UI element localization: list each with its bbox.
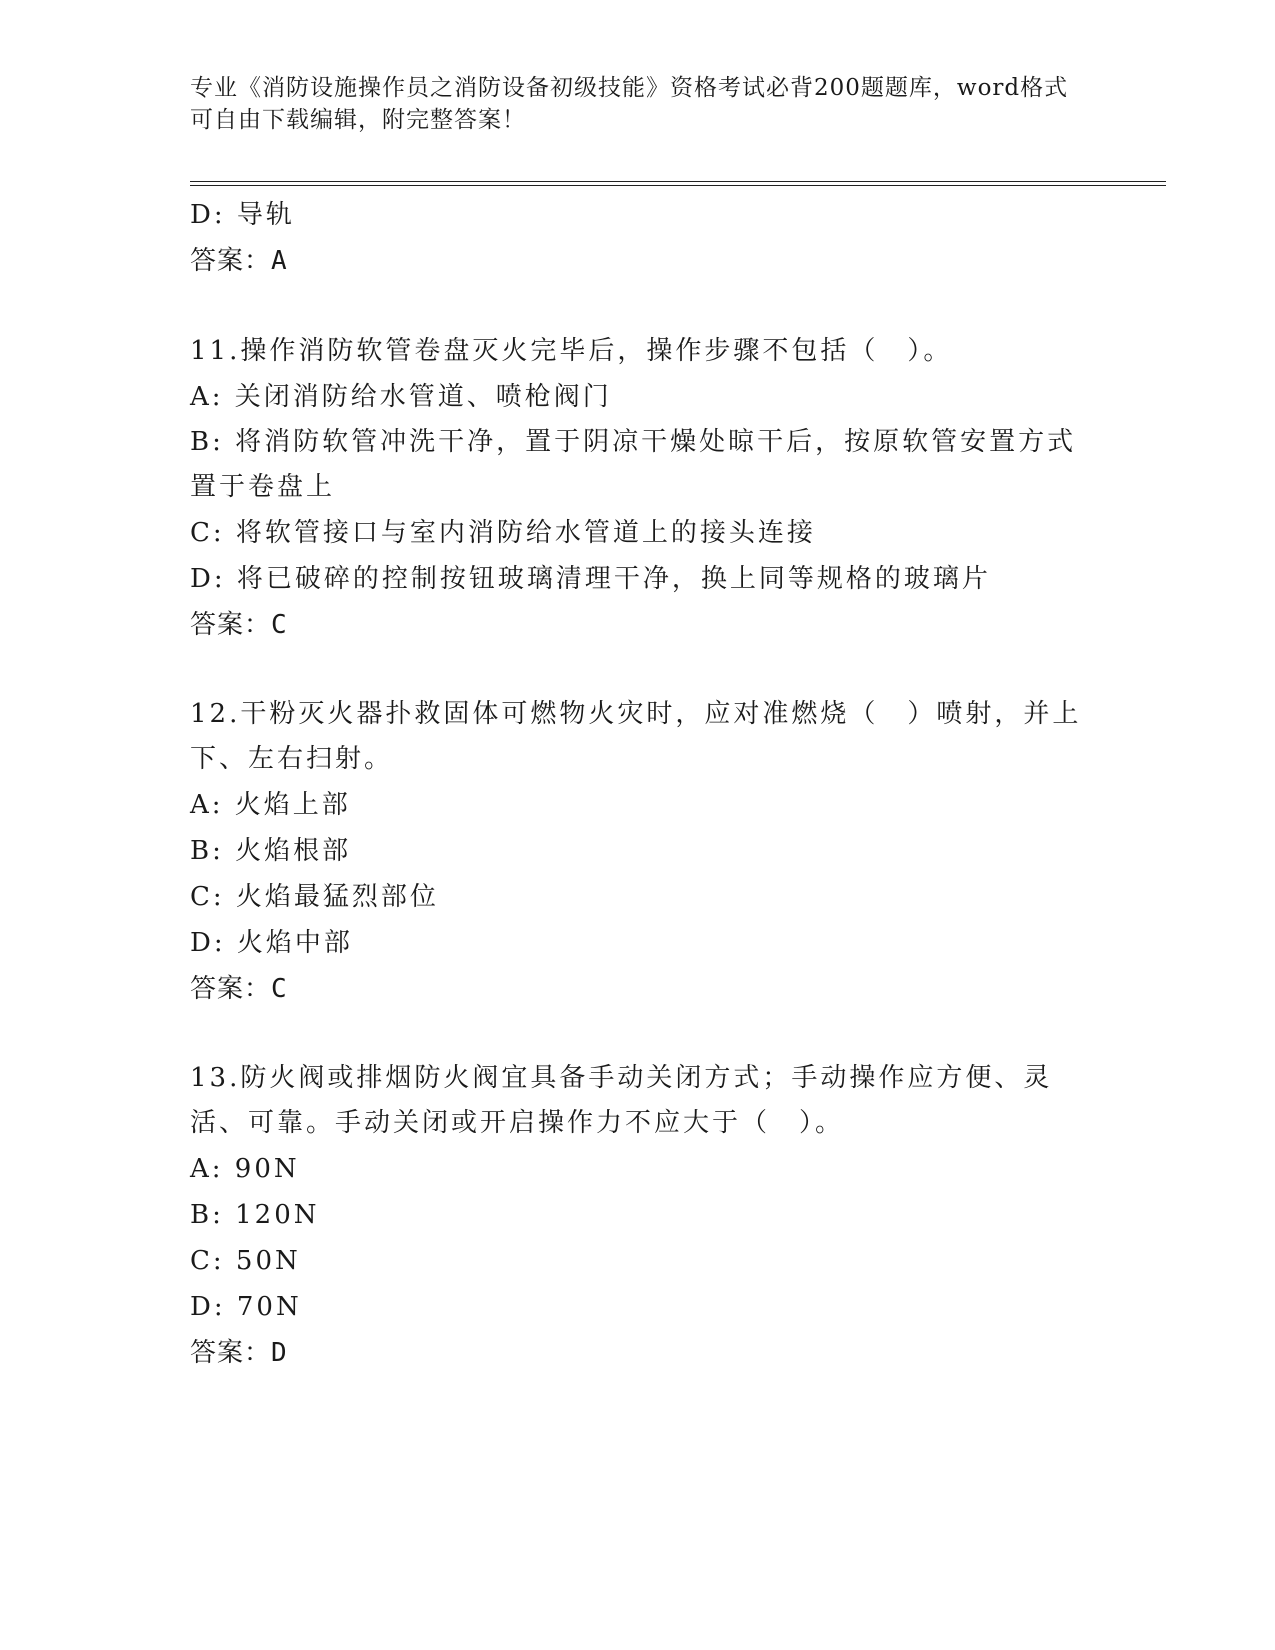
header-title: 专业《消防设施操作员之消防设备初级技能》资格考试必背200题题库，word格式可自由下载编辑，附完整答案！ [190, 75, 1069, 133]
answer-line [190, 1330, 1090, 1376]
option-c: C: 50N [190, 1246, 301, 1276]
answer-value: C [271, 974, 288, 1004]
document-header [190, 72, 1090, 136]
option-b: B: 将消防软管冲洗干净，置于阴凉干燥处晾干后，按原软管安置方式置于卷盘上 [190, 427, 1077, 502]
answer-line [190, 602, 1090, 648]
option-c: C: 将软管接口与室内消防给水管道上的接头连接 [190, 518, 816, 548]
header-rule-top [190, 181, 1166, 182]
answer-label: 答案： [190, 610, 272, 640]
answer-label: 答案： [190, 974, 272, 1004]
question-content [190, 192, 1090, 1376]
option-d: D: 70N [190, 1292, 302, 1322]
option-b: B: 火焰根部 [190, 836, 352, 866]
header-rule-bottom [190, 185, 1166, 186]
answer-line [190, 238, 1090, 284]
answer-value: D [271, 1338, 288, 1368]
question-stem: 13.防火阀或排烟防火阀宜具备手动关闭方式；手动操作应方便、灵活、可靠。手动关闭或开启操作力不应大于（ ）。 [190, 1063, 1053, 1138]
option-a: A: 关闭消防给水管道、喷枪阀门 [190, 382, 612, 412]
option-d: D: 导轨 [190, 200, 295, 230]
question-stem: 12.干粉灭火器扑救固体可燃物火灾时，应对准燃烧（ ）喷射，并上下、左右扫射。 [190, 699, 1082, 774]
option-a: A: 90N [190, 1154, 300, 1184]
option-c: C: 火焰最猛烈部位 [190, 882, 439, 912]
answer-line [190, 966, 1090, 1012]
question-13 [190, 1056, 1090, 1376]
question-12 [190, 692, 1090, 1012]
question-11 [190, 328, 1090, 648]
option-d: D: 将已破碎的控制按钮玻璃清理干净，换上同等规格的玻璃片 [190, 564, 991, 594]
question-stem: 11.操作消防软管卷盘灭火完毕后，操作步骤不包括（ ）。 [190, 336, 953, 366]
previous-question-tail [190, 192, 1090, 284]
option-d: D: 火焰中部 [190, 928, 353, 958]
option-b: B: 120N [190, 1200, 320, 1230]
answer-label: 答案： [190, 246, 272, 276]
answer-label: 答案： [190, 1338, 272, 1368]
option-a: A: 火焰上部 [190, 790, 351, 820]
answer-value: C [271, 610, 288, 640]
answer-value: A [271, 246, 288, 276]
